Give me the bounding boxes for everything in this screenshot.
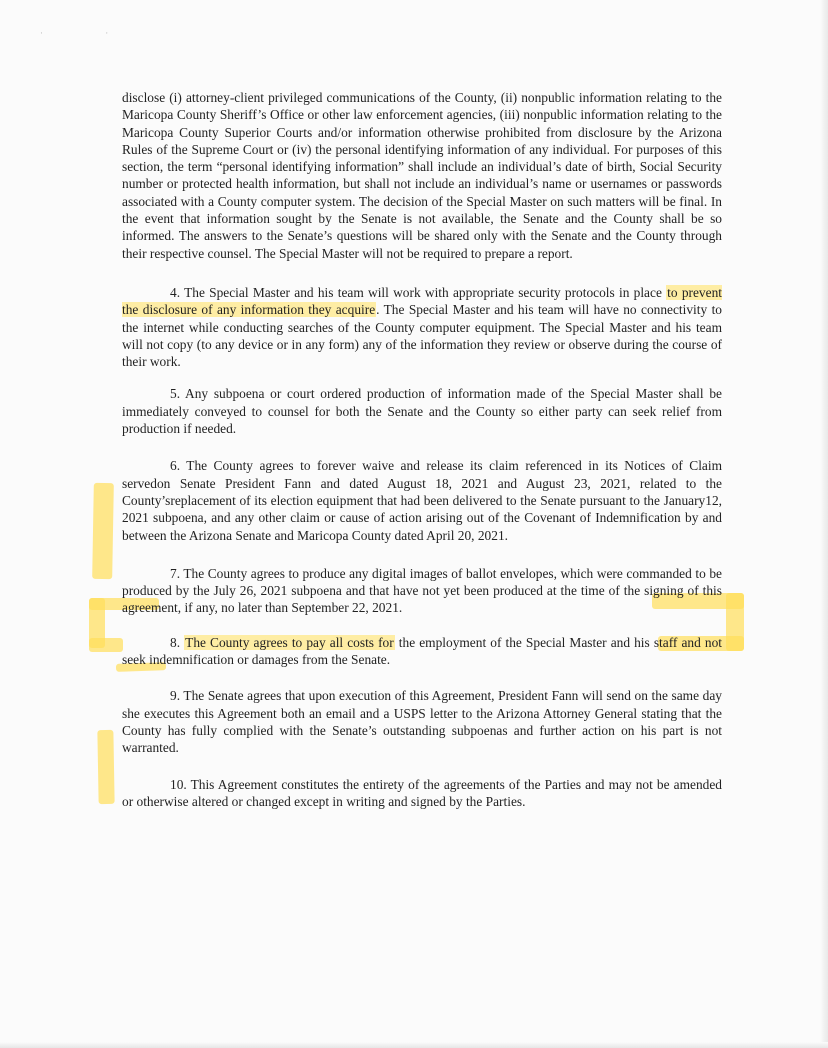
highlighter-bracket-bottom-left-p7 (89, 638, 123, 652)
highlighter-margin-bar-p9 (97, 730, 114, 804)
paragraph-text: 9. The Senate agrees that upon execution of this Agreement, President Fann will send on the same day she executes this Agreement both an email and a USPS letter to the Arizona Attorney General stating that the County has fully complied with the Senate’s outstanding subpoenas and further action on his part is not warranted. (122, 688, 722, 756)
paragraph-text: 5. Any subpoena or court ordered production of information made of the Special Master shall be immediately conveyed to counsel for both the Senate and the County so either party can seek relief from production if needed. (122, 386, 722, 437)
highlighted-text: to prevent the disclosure of any information they acquire (122, 284, 722, 318)
paragraph-text: 10. This Agreement constitutes the entirety of the agreements of the Parties and may not be amended or otherwise altered or changed except in writing and signed by the Parties. (122, 776, 722, 809)
page-edge-shadow (820, 0, 828, 1048)
paragraph-text: 6. The County agrees to forever waive and release its claim referenced in its Notices of Claim servedon Senate President Fann and dated August 18, 2021 and August 23, 2021, related to the County’sreplacement of its election equipment that had been delivered to the Senate pursuant to the January12, 2021 subpoena, and any other claim or cause of action arising out of the Covenant of Indemnification by and between the Arizona Senate and Maricopa County dated April 20, 2021. (122, 458, 722, 543)
paragraph-p6 (122, 457, 722, 543)
paragraph-text: the employment of the Special Master and his staff and not seek indemnification or damages from the Senate. (122, 634, 722, 668)
paragraph-p4 (122, 284, 722, 370)
highlighted-text: The County agrees to pay all costs for (185, 634, 394, 650)
paragraph-p5 (122, 385, 722, 437)
paragraph-text: . The Special Master and his team will have no connectivity to the internet while conducting searches of the County computer equipment. The Special Master and his team will not copy (to any device or in any form) any of the information they review or observe during the course of their work. (122, 302, 722, 370)
paragraph-p7 (122, 565, 722, 617)
paragraph-p3-tail (122, 89, 722, 262)
paragraph-text: 4. The Special Master and his team will work with appropriate security protocols in place (170, 284, 667, 300)
scan-specks: · · (40, 28, 139, 38)
highlighter-margin-bar-p6 (92, 483, 114, 579)
document-body (122, 89, 722, 810)
paragraph-p10 (122, 776, 722, 811)
paragraph-text: 7. The County agrees to produce any digital images of ballot envelopes, which were commanded to be produced by the July 26, 2021 subpoena and that have not yet been produced at the time of the signing of this agreement, if any, no later than September 22, 2021. (122, 565, 722, 616)
page-bottom-shadow (0, 1042, 828, 1048)
paragraph-text: 8. (170, 634, 185, 650)
paragraph-p9 (122, 687, 722, 756)
paragraph-text: disclose (i) attorney-client privileged communications of the County, (ii) nonpublic information relating to the Maricopa County Sheriff’s Office or other law enforcement agencies, (iii) nonpublic information relating to the Maricopa County Superior Courts and/or information otherwise prohibited from disclosure by the Arizona Rules of the Supreme Court or (iv) the personal identifying information of any individual. For purposes of this section, the term “personal identifying information” shall include an individual’s date of birth, Social Security number or protected health information, but shall not include an individual’s name or usernames or passwords associated with a County computer system. The decision of the Special Master on such matters will be final. In the event that information sought by the Senate is not available, the Senate and the County shall be so informed. The answers to the Senate’s questions will be shared only with the Senate and the County through their respective counsel. The Special Master will not be required to prepare a report. (122, 90, 722, 261)
paragraph-p8 (122, 634, 722, 669)
